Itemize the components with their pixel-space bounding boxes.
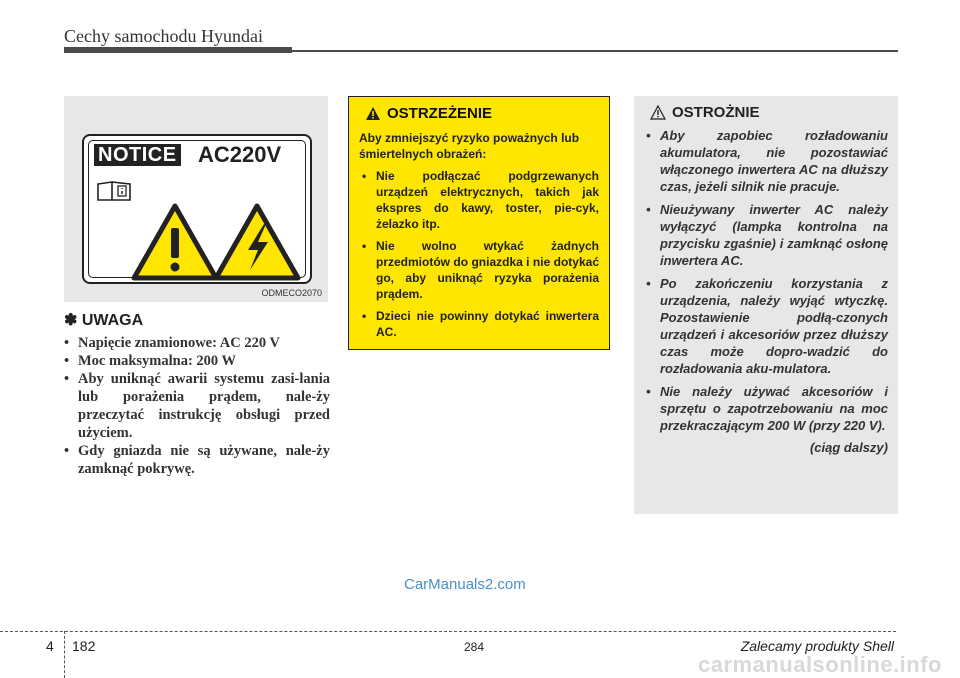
header-rule [64, 50, 898, 52]
list-item: • Napięcie znamionowe: AC 220 V [64, 334, 330, 352]
footer-divider [64, 631, 65, 678]
list-item: • Nie podłączać podgrzewanych urządzeń elektrycznych, takich jak ekspres do kawy, toster, pie-cyk, żelazko itp. [359, 168, 599, 232]
list-item: • Aby uniknąć awarii systemu zasi-lania lub porażenia prądem, nale-ży przeczytać instrukcję obsługi przed użyciem. [64, 370, 330, 442]
page-number: 182 [72, 638, 96, 654]
notice-word: NOTICE [94, 144, 181, 166]
note-heading: ✽ UWAGA [64, 312, 144, 329]
caution-list [646, 127, 888, 434]
exclamation-warning-icon [130, 202, 220, 282]
electric-shock-warning-icon [212, 202, 302, 282]
list-item: • Nie należy używać akcesoriów i sprzętu o zapotrzebowaniu na moc przekraczającym 200 W (przy 220 V). [646, 383, 888, 434]
note-list [64, 334, 330, 478]
warning-intro: Aby zmniejszyć ryzyko poważnych lub śmiertelnych obrażeń: [359, 131, 580, 161]
watermark-link[interactable]: CarManuals2.com [404, 576, 526, 593]
list-item: • Moc maksymalna: 200 W [64, 352, 330, 370]
caution-triangle-icon [650, 105, 666, 120]
continued-note: (ciąg dalszy) [809, 440, 888, 455]
list-item: • Nie wolno wtykać żadnych przedmiotów do gniazdka i nie dotykać go, aby uniknąć ryzyka porażenia prądem. [359, 238, 599, 302]
list-item: • Gdy gniazda nie są używane, nale-ży zamknąć pokrywę. [64, 442, 330, 478]
pdf-page-number: 284 [464, 640, 485, 654]
list-item: • Po zakończeniu korzystania z urządzenia, należy wyjąć wtyczkę. Pozostawienie podłą-czonych urządzeń i akcesoriów przez dłuższy czas może dopro-wadzić do rozładowania aku-mulatora. [646, 275, 888, 377]
caution-title: OSTROŻNIE [650, 104, 888, 121]
caution-box [634, 96, 898, 514]
list-item: • Dzieci nie powinny dotykać inwertera AC. [359, 308, 599, 340]
warning-triangle-icon [365, 106, 381, 121]
footer-slogan: Zalecamy produkty Shell [740, 638, 894, 654]
notice-label-figure [64, 96, 328, 302]
figure-code: ODMECO2070 [261, 288, 322, 298]
voltage-word: AC220V [198, 142, 282, 167]
list-item: • Aby zapobiec rozładowaniu akumulatora, nie pozostawiać włączonego inwertera AC na dłuższy czas, jeżeli silnik nie pracuje. [646, 127, 888, 195]
warning-box [348, 96, 610, 350]
chapter-number: 4 [46, 638, 54, 654]
list-item: • Nieużywany inwerter AC należy wyłączyć (lampka kontrolna na przycisku zgaśnie) i zamknąć osłonę inwertera AC. [646, 201, 888, 269]
warning-list [359, 168, 599, 340]
warning-title: OSTRZEŻENIE [365, 105, 599, 122]
notice-label [82, 134, 312, 284]
manual-book-icon [96, 180, 132, 202]
footer-rule [0, 631, 896, 632]
page-header-title: Cechy samochodu Hyundai [64, 26, 263, 46]
site-watermark[interactable]: carmanualsonline.info [698, 652, 942, 677]
